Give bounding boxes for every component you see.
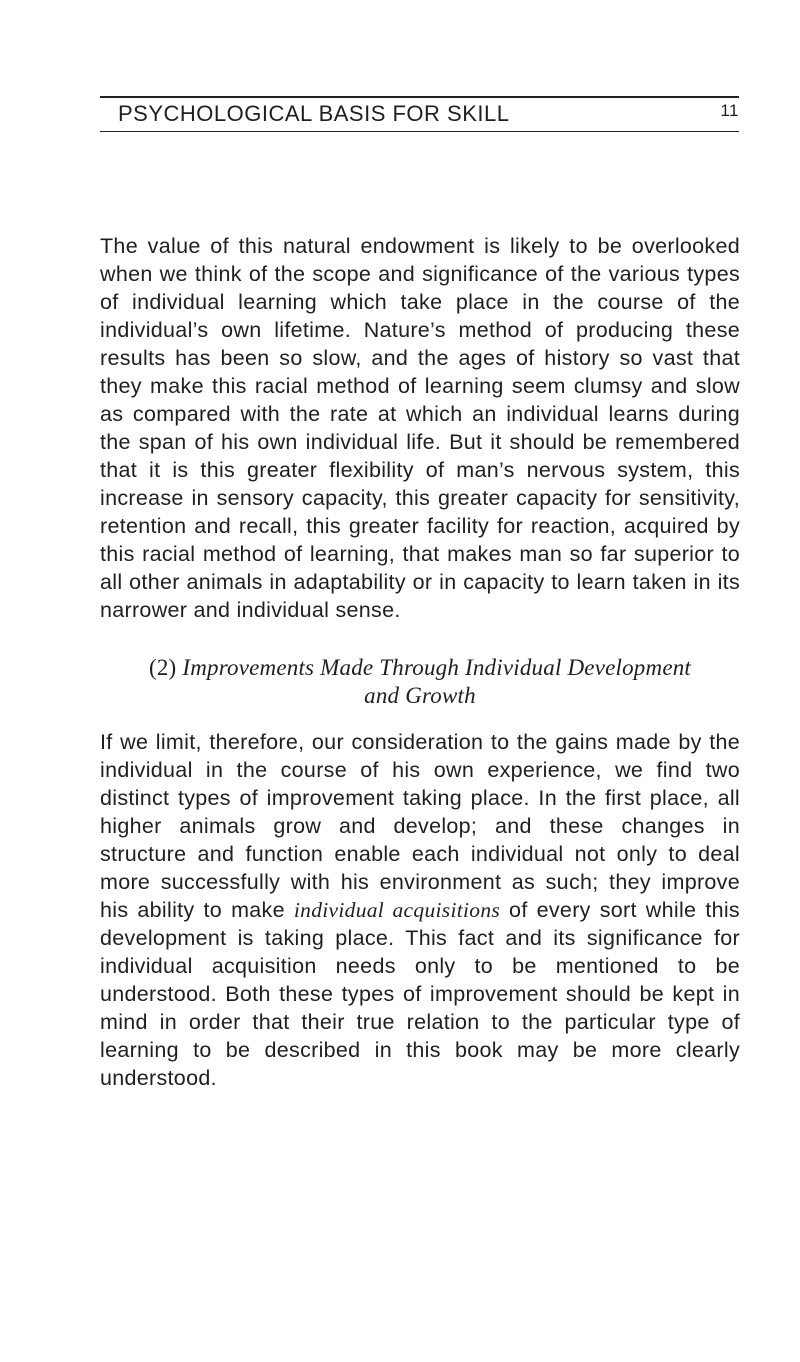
paragraph-2-text-end: of every sort while this development is taking place. This fact and its significance for individual acquisition needs only to be mentioned to be understood. Both these types of improvement should be kept in mind in order that their true relation to the particular type of learning to be described in this book may be more clearly understood. [100,898,740,1090]
paragraph-2 [100,728,740,1092]
paragraph-2-italic-phrase: individual acquisitions [293,898,501,922]
header-bottom-rule [100,131,739,132]
section-title-line-1: Improvements Made Through Individual Development [182,655,692,680]
running-header [100,101,739,129]
paragraph-1-text: The value of this natural endowment is likely to be overlooked when we think of the scope and significance of the various types of individual learning which take place in the course of the individual’s own lifetime. Nature’s method of producing these results has been so slow, and the ages of history so vast that they make this racial method of learning seem clumsy and slow as compared with the rate at which an individual learns during the span of his own individual life. But it should be remembered that it is this greater flexibility of man’s nervous system, this increase in sensory capacity, this greater capacity for sensitivity, retention and recall, this greater facility for reaction, acquired by this racial method of learning, that makes man so far superior to all other animals in adaptability or in capacity to learn taken in its narrower and individual sense. [100,234,740,622]
body-text [100,232,740,1092]
section-heading-line-1 [100,654,740,682]
header-top-rule [100,96,739,98]
section-number: (2) [148,655,177,680]
paragraph-2-text-start: If we limit, therefore, our consideration to the gains made by the individual in the course of his own experience, we find two distinct types of improvement taking place. In the first place, all higher animals grow and develop; and these changes in structure and function enable each individual not only to deal more successfully with his environment as such; they improve his ability to make [100,730,740,922]
running-title: PSYCHOLOGICAL BASIS FOR SKILL [118,101,510,126]
section-title-line-2: and Growth [364,683,476,708]
paragraph-1 [100,232,740,624]
page-number: 11 [720,101,739,120]
section-heading [100,654,740,710]
